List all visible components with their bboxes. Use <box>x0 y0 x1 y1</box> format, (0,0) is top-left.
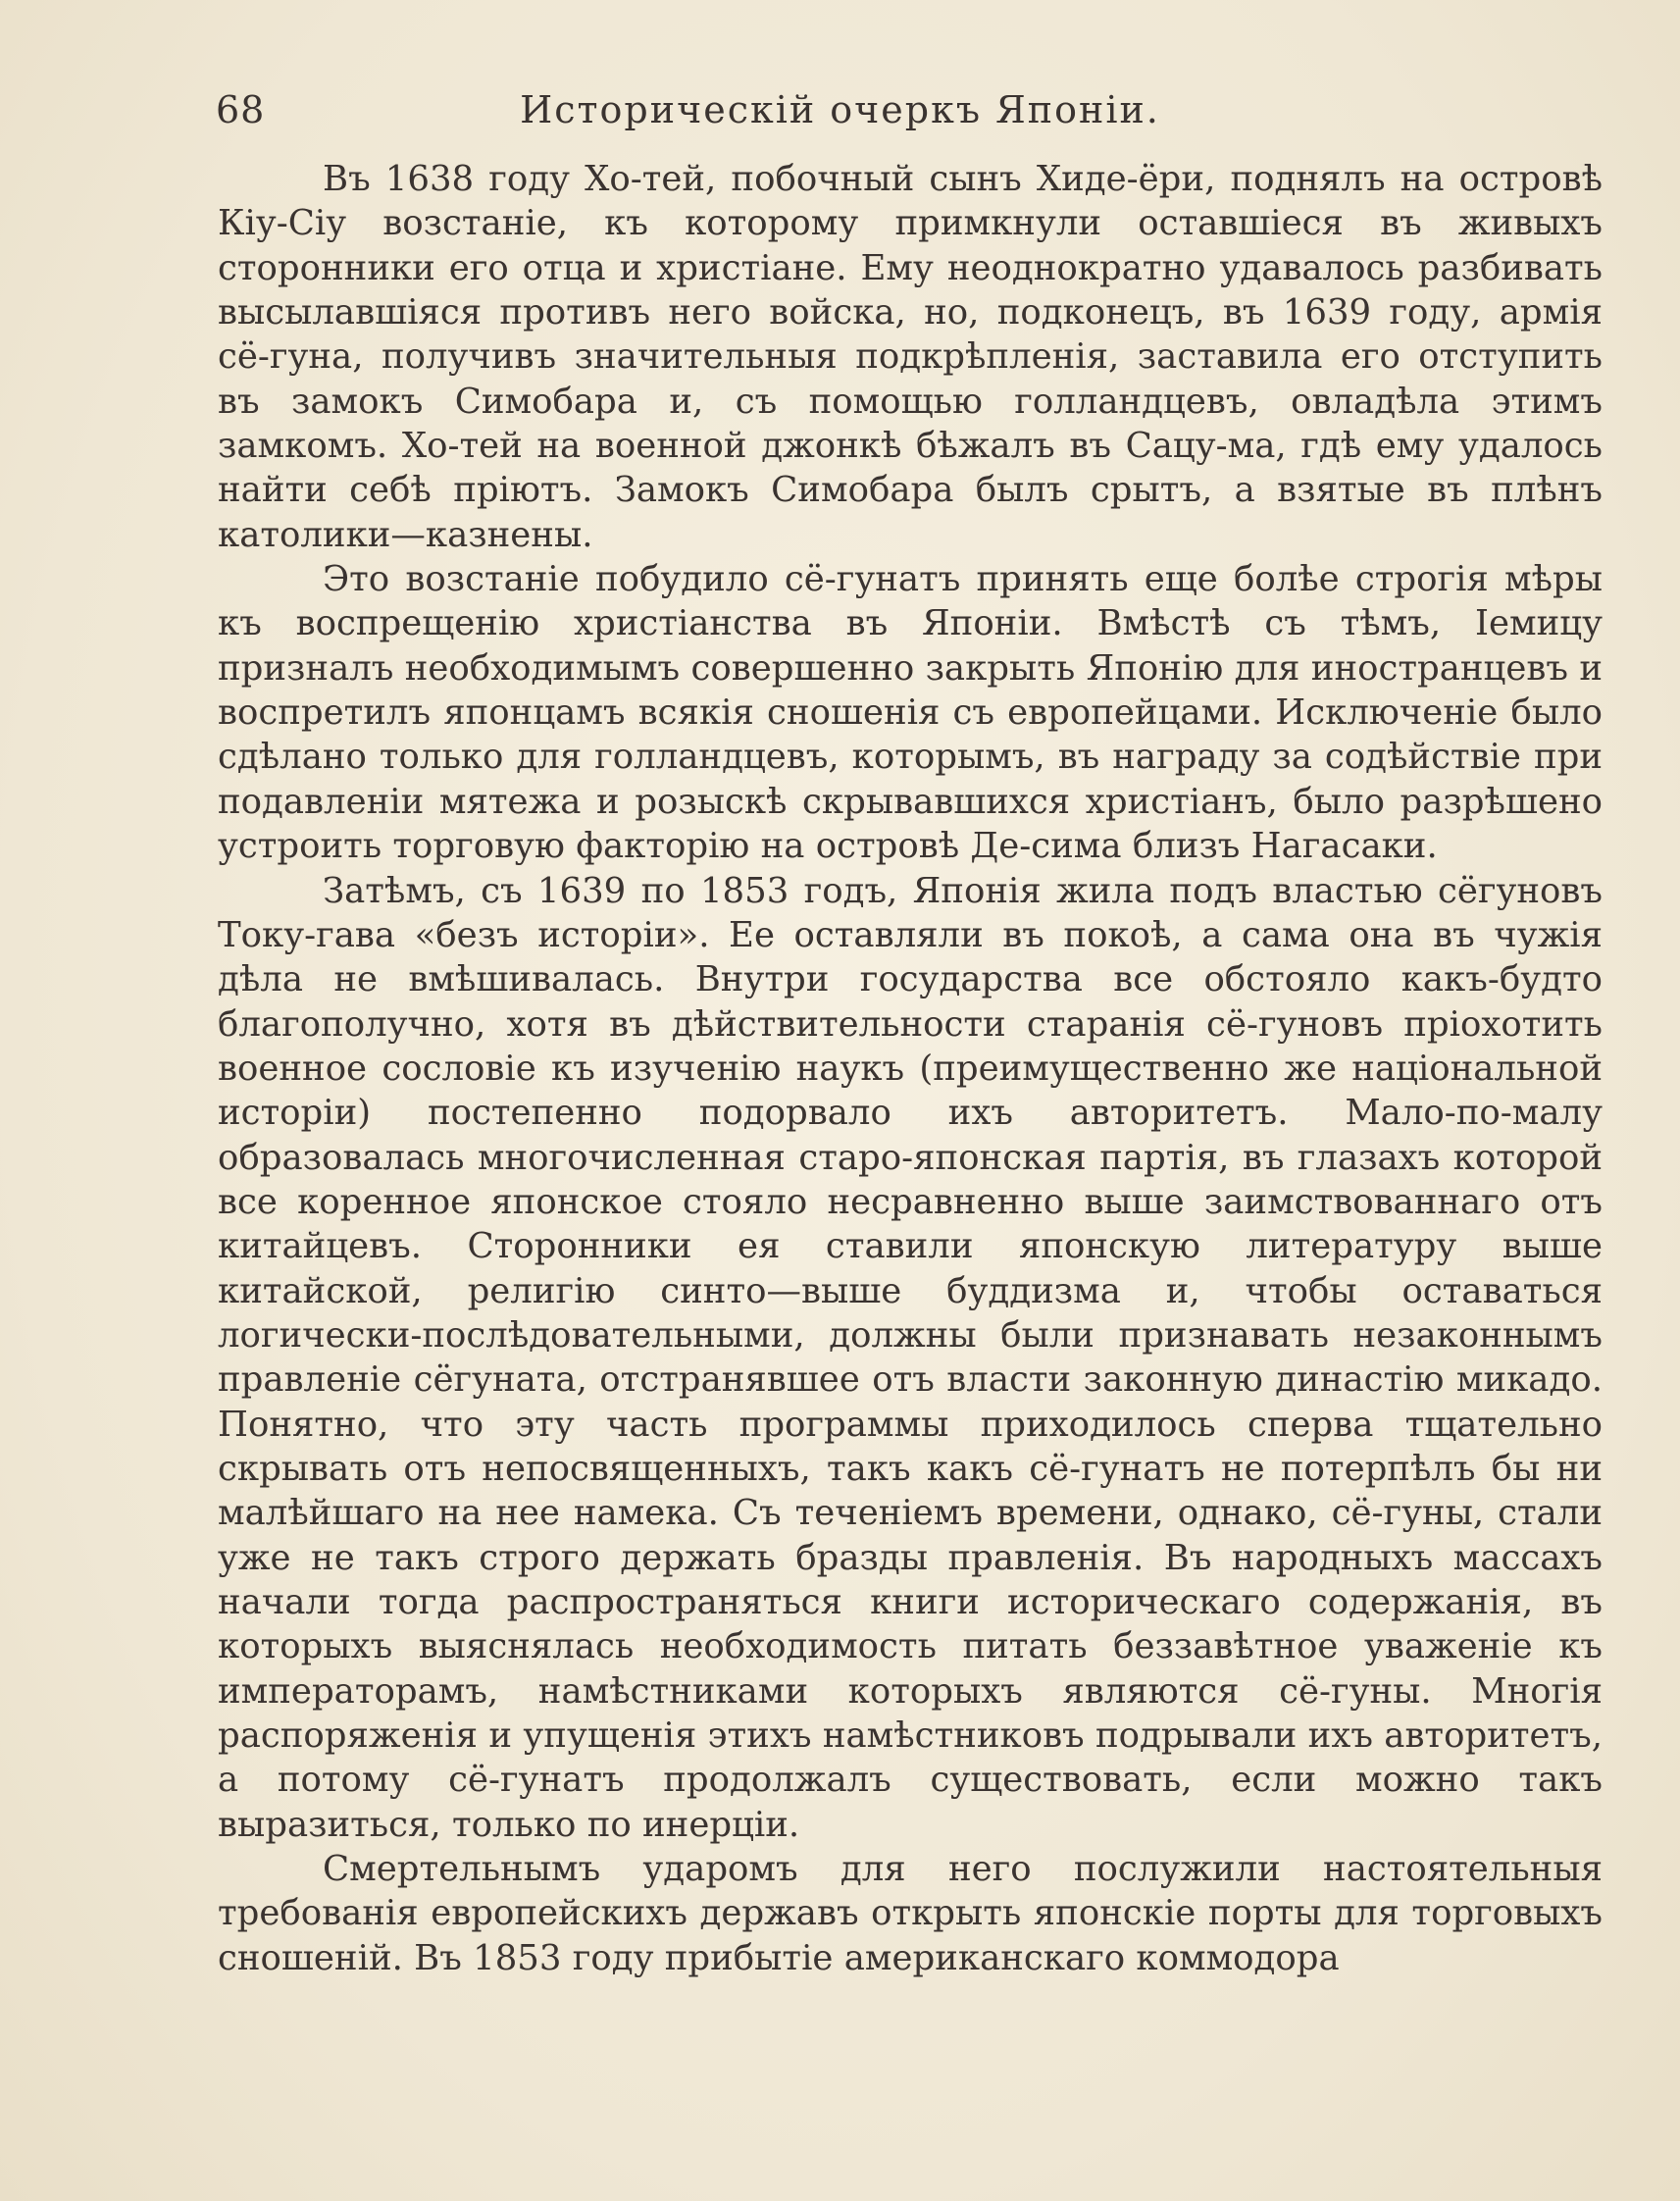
paragraph-1: Въ 1638 году Хо-тей, побочный сынъ Хиде-ёри, поднялъ на островѣ Кіу-Сіу возстаніе, къ которому примкнули оставшіеся въ живыхъ сторонники его отца и христіане. Ему неоднократно удавалось разбивать высылавшіяся противъ него войска, но, подконецъ, въ 1639 году, армія сё-гуна, получивъ значительныя подкрѣпленія, заставила его отступить въ замокъ Симобара и, съ помощью голландцевъ, овладѣла этимъ замкомъ. Хо-тей на военной джонкѣ бѣжалъ въ Сацу-ма, гдѣ ему удалось найти себѣ пріютъ. Замокъ Симобара былъ срытъ, а взятые въ плѣнъ католики—казнены. <box>218 159 1603 555</box>
paragraph-3: Затѣмъ, съ 1639 по 1853 годъ, Японія жила подъ властью сёгуновъ Току-гава «безъ исторіи». Ее оставляли въ покоѣ, а сама она въ чужія дѣла не вмѣшивалась. Внутри государства все обстояло какъ-будто благополучно, хотя въ дѣйствительности старанія сё-гуновъ пріохотить военное сословіе къ изученію наукъ (преимущественно же національной исторіи) постепенно подорвало ихъ авторитетъ. Мало-по-малу образовалась многочисленная старо-японская партія, въ глазахъ которой все коренное японское стояло несравненно выше заимствованнаго отъ китайцевъ. Сторонники ея ставили японскую литературу выше китайской, религію синто—выше буддизма и, чтобы оставаться логически-послѣдовательными, должны были признавать незаконнымъ правленіе сёгуната, отстранявшее отъ власти законную династію микадо. Понятно, что эту часть программы приходилось сперва тщательно скрывать отъ непосвященныхъ, такъ какъ сё-гунатъ не потерпѣлъ бы ни малѣйшаго на нее намека. Съ теченіемъ времени, однако, сё-гуны, стали уже не такъ строго держать бразды правленія. Въ народныхъ массахъ начали тогда распространяться книги историческаго содержанія, въ которыхъ выяснялась необходимость питать беззавѣтное уваженіе къ императорамъ, намѣстниками которыхъ являются сё-гуны. Многія распоряженія и упущенія этихъ намѣстниковъ подрывали ихъ авторитетъ, а потому сё-гунатъ продолжалъ существовать, если можно такъ выразиться, только по инерціи. <box>218 870 1603 1845</box>
running-title: Историческій очеркъ Японіи. <box>520 88 1160 131</box>
body-text <box>218 157 1603 1980</box>
page-header <box>0 80 1680 139</box>
paragraph-4: Смертельнымъ ударомъ для него послужили настоятельныя требованія европейскихъ державъ открыть японскіе порты для торговыхъ сношеній. Въ 1853 году прибытіе американскаго коммодора <box>218 1849 1603 1978</box>
page-number: 68 <box>216 88 266 131</box>
paragraph-2: Это возстаніе побудило сё-гунатъ принять еще болѣе строгія мѣры къ воспрещенію христіанства въ Японіи. Вмѣстѣ съ тѣмъ, Іемицу призналъ необходимымъ совершенно закрыть Японію для иностранцевъ и воспретилъ японцамъ всякія сношенія съ европейцами. Исключеніе было сдѣлано только для голландцевъ, которымъ, въ награду за содѣйствіе при подавленіи мятежа и розыскѣ скрывавшихся христіанъ, было разрѣшено устроить торговую факторію на островѣ Де-сима близъ Нагасаки. <box>218 559 1603 867</box>
